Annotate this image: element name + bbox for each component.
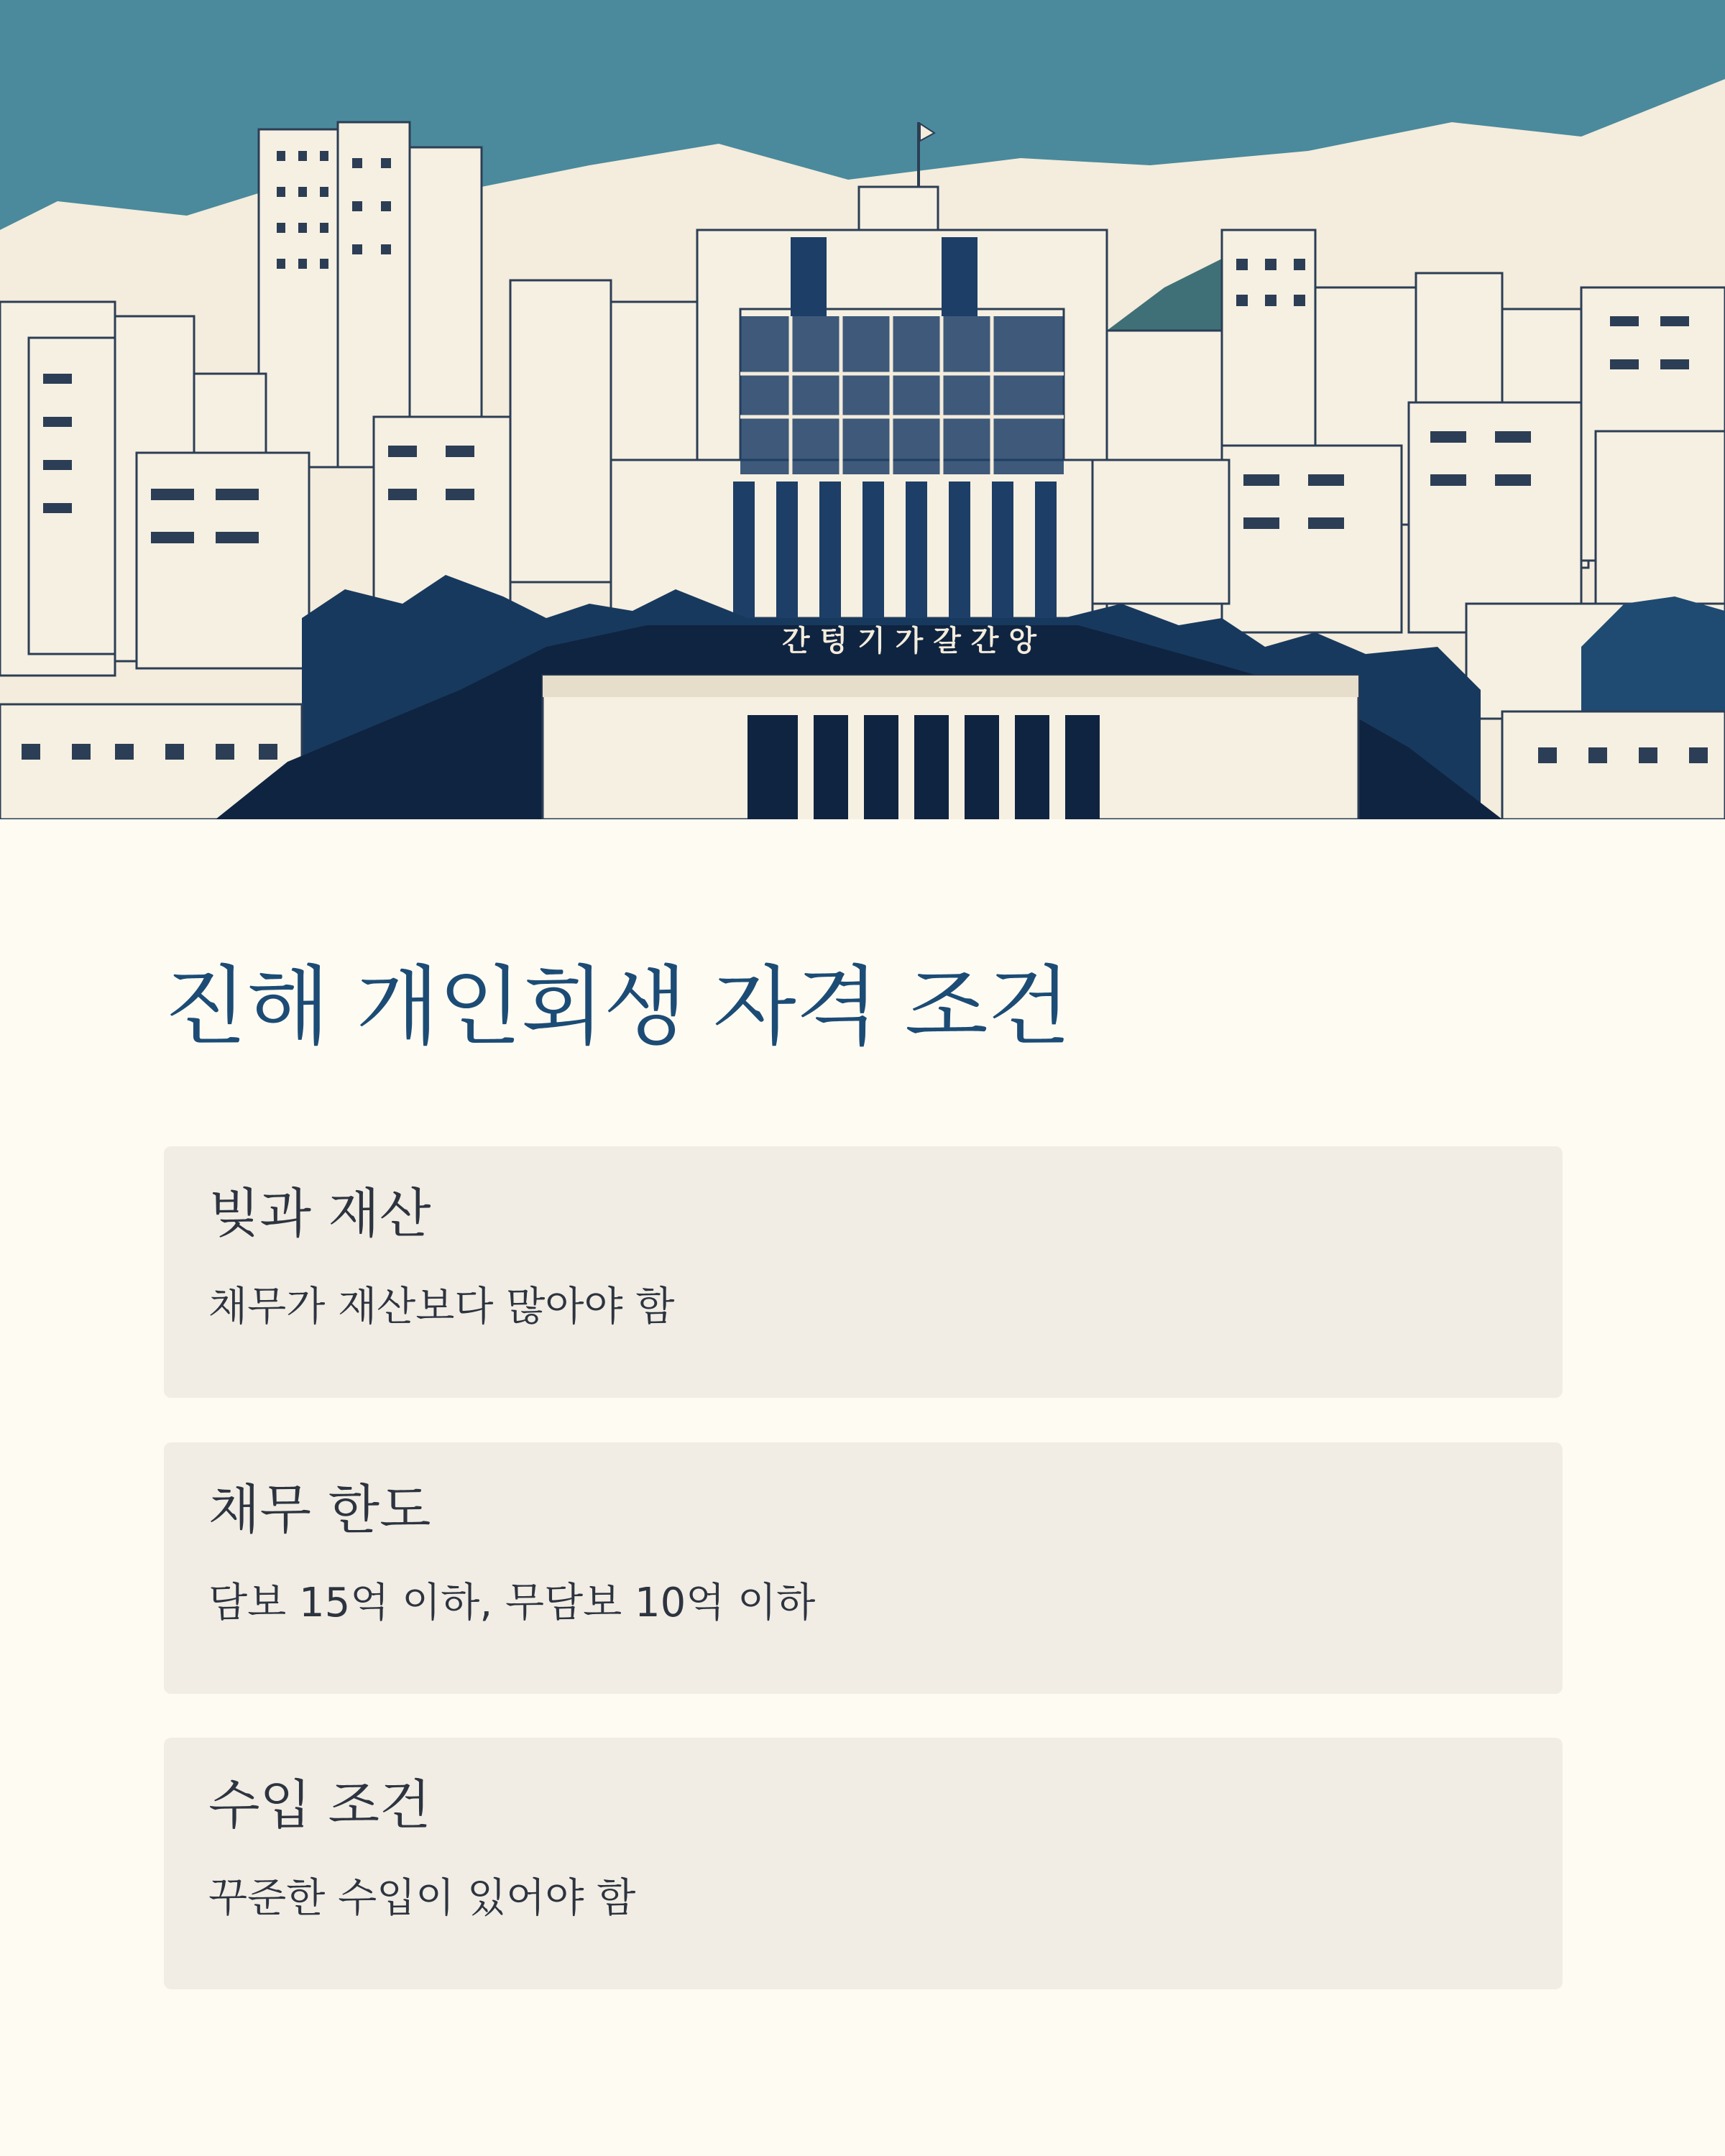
main-content: [164, 956, 1563, 1922]
card-text: 담보 15억 이하, 무담보 10억 이하: [208, 1580, 816, 1626]
hero-illustration: [0, 0, 1725, 819]
cityscape-illustration: [0, 0, 1725, 819]
building-sign: 간 텅 기 가 갈 간 앙: [781, 625, 1037, 658]
card-income: [164, 1738, 1563, 1989]
card-title: 빚과 재산: [208, 1183, 431, 1245]
card-text: 꾸준한 수입이 있어야 함: [208, 1875, 636, 1922]
card-text: 채무가 재산보다 많아야 함: [208, 1284, 675, 1330]
card-debt-assets: [164, 1146, 1563, 1398]
card-debt-limit: [164, 1442, 1563, 1694]
card-title: 채무 한도: [208, 1479, 431, 1541]
card-title: 수입 조건: [208, 1774, 431, 1836]
page-title: 진해 개인회생 자격 조건: [164, 957, 1070, 1057]
